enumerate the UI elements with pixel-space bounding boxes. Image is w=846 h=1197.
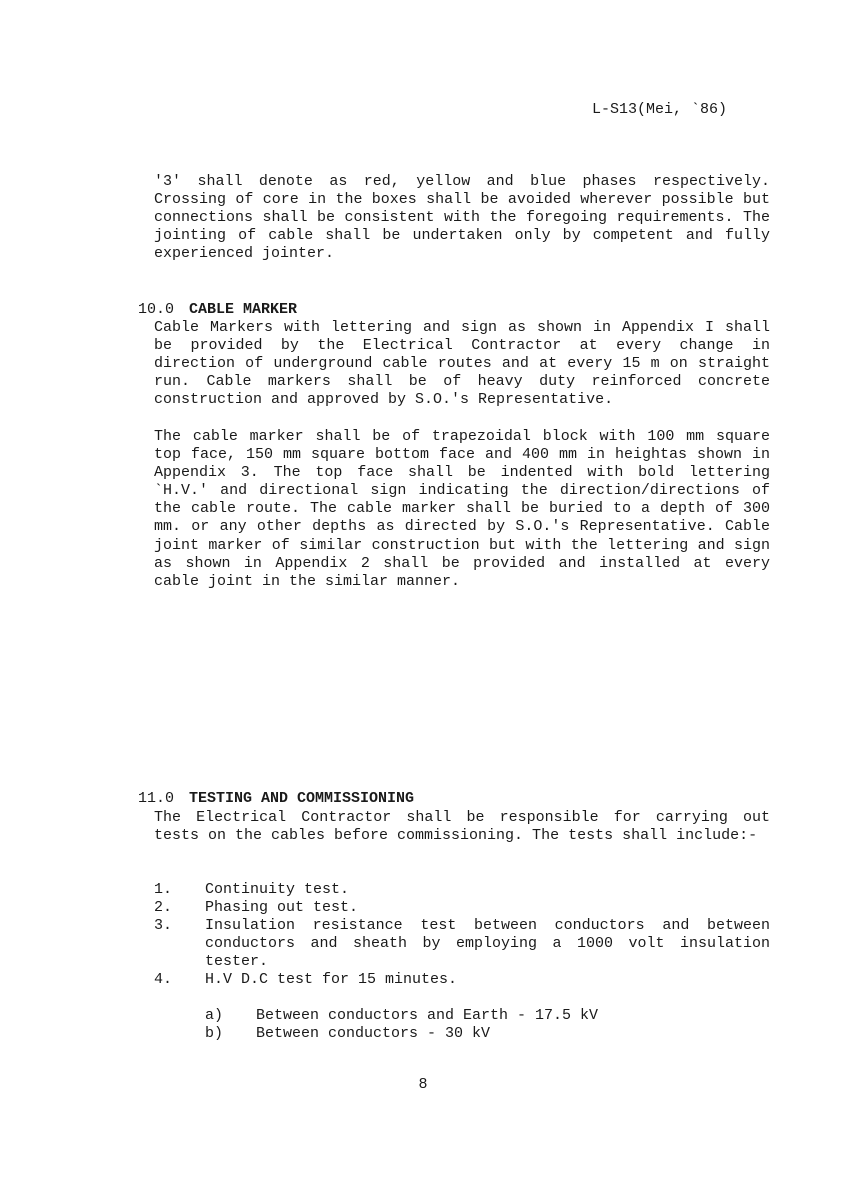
sub-list-item-text: Between conductors - 30 kV — [256, 1025, 491, 1042]
page-number: 8 — [418, 1076, 428, 1093]
sub-list-marker: b) — [205, 1025, 224, 1042]
sub-list-item — [205, 1007, 770, 1025]
section-number: 11.0 — [138, 790, 175, 808]
list-item — [154, 899, 770, 917]
section-title: CABLE MARKER — [189, 301, 298, 319]
list-item-text: Continuity test. — [205, 881, 350, 898]
list-item — [154, 917, 770, 971]
sub-list-item-text: Between conductors and Earth - 17.5 kV — [256, 1007, 599, 1024]
document-reference: L-S13(Mei, `86) — [592, 101, 728, 118]
section-10-paragraph-1: Cable Markers with lettering and sign as shown in Appendix I shall be provided by the Electrical Contractor at every change in direction of underground cable routes and at every 15 m on straight run. Cable markers shall be of heavy duty reinforced concrete construction and approved by S.O.'s Representative. — [154, 319, 770, 409]
section-title: TESTING AND COMMISSIONING — [189, 790, 415, 808]
list-item-text: H.V D.C test for 15 minutes. — [205, 971, 458, 988]
list-marker: 2. — [154, 899, 173, 916]
list-marker: 3. — [154, 917, 173, 934]
section-11-intro: The Electrical Contractor shall be responsible for carrying out tests on the cables before commissioning. The tests shall include:- — [154, 809, 770, 845]
section-10-paragraph-2: The cable marker shall be of trapezoidal block with 100 mm square top face, 150 mm square bottom face and 400 mm in heightas shown in Appendix 3. The top face shall be indented with bold lettering `H.V.' and directional sign indicating the direction/directions of the cable route. The cable marker shall be buried to a depth of 300 mm. or any other depths as directed by S.O.'s Representative. Cable joint marker of similar construction but with the lettering and sign as shown in Appendix 2 shall be provided and installed at every cable joint in the similar manner. — [154, 428, 770, 590]
intro-paragraph: '3' shall denote as red, yellow and blue phases respectively. Crossing of core in the boxes shall be avoided wherever possible but connections shall be consistent with the foregoing requirements. The jointing of cable shall be undertaken only by competent and fully experienced jointer. — [154, 173, 770, 263]
list-item-text: Phasing out test. — [205, 899, 359, 916]
list-marker: 4. — [154, 971, 173, 988]
sub-list-marker: a) — [205, 1007, 224, 1024]
section-number: 10.0 — [138, 301, 175, 319]
sub-list-item — [205, 1025, 770, 1043]
list-item-text: Insulation resistance test between conductors and between conductors and sheath by employing a 1000 volt insulation tester. — [205, 917, 770, 971]
list-marker: 1. — [154, 881, 173, 898]
list-item — [154, 881, 770, 899]
list-item — [154, 971, 770, 989]
